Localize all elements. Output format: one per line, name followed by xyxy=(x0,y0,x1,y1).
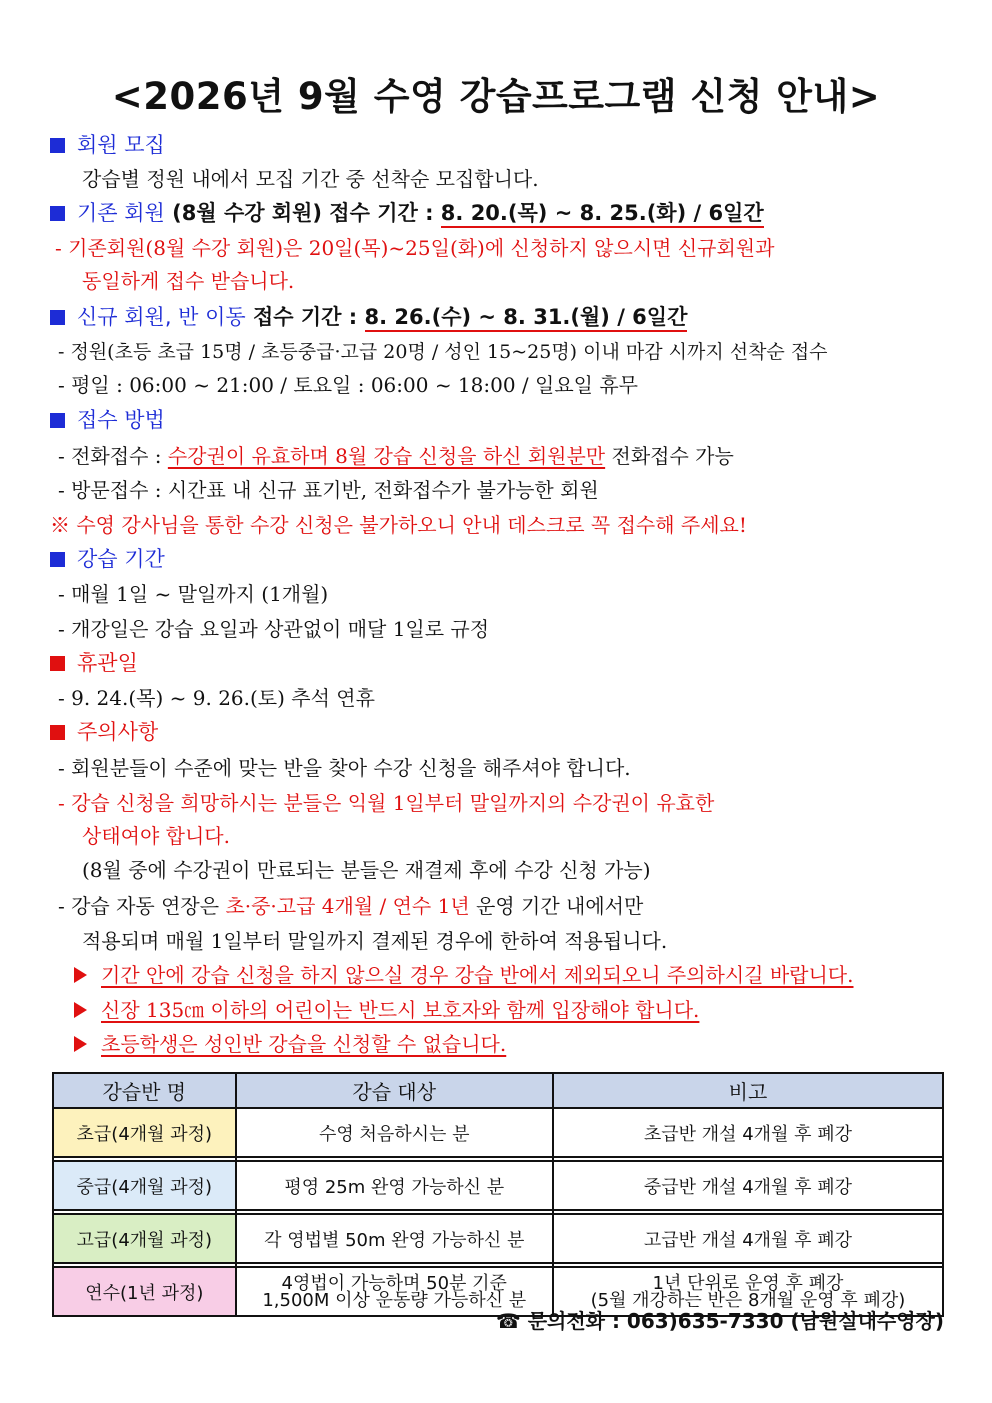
existing-note-line1: - 기존회원(8월 수강 회원)은 20일(목)~25일(화)에 신청하지 않으시면 신규회원과 xyxy=(55,236,775,260)
section-closed-heading: 휴관일 xyxy=(50,650,138,676)
section-caution-heading: 주의사항 xyxy=(50,719,158,745)
caution-bullet: 초등학생은 성인반 강습을 신청할 수 없습니다. xyxy=(74,1031,506,1057)
recruit-text: 강습별 정원 내에서 모집 기간 중 선착순 모집합니다. xyxy=(82,167,539,191)
contact-info: ☎ 문의전화 : 063)635-7330 (남원실내수영장) xyxy=(495,1309,944,1333)
existing-note-line2: 동일하게 접수 받습니다. xyxy=(82,269,295,293)
class-target-cell: 4영법이 가능하며 50분 기준 1,500M 이상 운동량 가능하신 분 xyxy=(236,1267,553,1316)
class-note-cell: 중급반 개설 4개월 후 폐강 xyxy=(553,1161,943,1210)
class-target-cell: 각 영법별 50m 완영 가능하신 분 xyxy=(236,1214,553,1263)
table-header: 강습 대상 xyxy=(236,1073,553,1108)
square-bullet-icon xyxy=(50,206,65,221)
square-bullet-icon xyxy=(50,413,65,428)
new-period: 8. 26.(수) ~ 8. 31.(월) / 6일간 xyxy=(365,305,688,332)
table-header: 비고 xyxy=(553,1073,943,1108)
caution-line5: - 강습 자동 연장은 초·중·고급 4개월 / 연수 1년 운영 기간 내에서만 xyxy=(58,894,644,918)
section-recruit-heading: 회원 모집 xyxy=(50,132,165,158)
method-visit: - 방문접수 : 시간표 내 신규 표기반, 전화접수가 불가능한 회원 xyxy=(58,478,599,502)
period-line1: - 매월 1일 ~ 말일까지 (1개월) xyxy=(58,582,329,606)
caution-line4: (8월 중에 수강권이 만료되는 분들은 재결제 후에 수강 신청 가능) xyxy=(82,858,651,882)
section-new-heading: 신규 회원, 반 이동 접수 기간 : 8. 26.(수) ~ 8. 31.(월) / 6일간 xyxy=(50,304,687,330)
triangle-bullet-icon xyxy=(74,1002,87,1018)
square-bullet-icon xyxy=(50,725,65,740)
caution-line3: 상태여야 합니다. xyxy=(82,824,230,848)
section-method-heading: 접수 방법 xyxy=(50,407,165,433)
existing-period: 8. 20.(목) ~ 8. 25.(화) / 6일간 xyxy=(441,201,764,228)
class-name-cell: 고급(4개월 과정) xyxy=(53,1214,236,1263)
period-line2: - 개강일은 강습 요일과 상관없이 매달 1일로 규정 xyxy=(58,617,490,641)
triangle-bullet-icon xyxy=(74,1036,87,1052)
table-row xyxy=(53,1214,943,1263)
caution-bullet: 기간 안에 강습 신청을 하지 않으실 경우 강습 반에서 제외되오니 주의하시길 바랍니다. xyxy=(74,962,854,988)
class-table xyxy=(52,1072,944,1317)
square-bullet-icon xyxy=(50,552,65,567)
square-bullet-icon xyxy=(50,656,65,671)
section-existing-heading: 기존 회원 (8월 수강 회원) 접수 기간 : 8. 20.(목) ~ 8. 25.(화) / 6일간 xyxy=(50,200,764,226)
table-header-row xyxy=(53,1073,943,1108)
method-warning: ※ 수영 강사님을 통한 수강 신청은 불가하오니 안내 데스크로 꼭 접수해 주세요! xyxy=(50,513,747,537)
caution-bullet: 신장 135㎝ 이하의 어린이는 반드시 보호자와 함께 입장해야 합니다. xyxy=(74,997,699,1023)
class-target-cell: 평영 25m 완영 가능하신 분 xyxy=(236,1161,553,1210)
class-note-cell: 고급반 개설 4개월 후 폐강 xyxy=(553,1214,943,1263)
phone-icon: ☎ xyxy=(495,1309,521,1333)
new-line2: - 평일 : 06:00 ~ 21:00 / 토요일 : 06:00 ~ 18:00 / 일요일 휴무 xyxy=(58,373,638,397)
table-row xyxy=(53,1108,943,1157)
class-name-cell: 초급(4개월 과정) xyxy=(53,1108,236,1157)
class-note-cell: 초급반 개설 4개월 후 폐강 xyxy=(553,1108,943,1157)
method-phone: - 전화접수 : 수강권이 유효하며 8월 강습 신청을 하신 회원분만 전화접수 가능 xyxy=(58,444,734,468)
caution-line1: - 회원분들이 수준에 맞는 반을 찾아 수강 신청을 해주셔야 합니다. xyxy=(58,756,631,780)
closed-line1: - 9. 24.(목) ~ 9. 26.(토) 추석 연휴 xyxy=(58,686,375,710)
class-name-cell: 연수(1년 과정) xyxy=(53,1267,236,1316)
page-title: <2026년 9월 수영 강습프로그램 신청 안내> xyxy=(111,75,881,118)
class-note-cell: 1년 단위로 운영 후 폐강 (5월 개강하는 반은 8개월 운영 후 폐강) xyxy=(553,1267,943,1316)
class-name-cell: 중급(4개월 과정) xyxy=(53,1161,236,1210)
caution-line6: 적용되며 매월 1일부터 말일까지 결제된 경우에 한하여 적용됩니다. xyxy=(82,929,668,953)
triangle-bullet-icon xyxy=(74,967,87,983)
table-header: 강습반 명 xyxy=(53,1073,236,1108)
class-target-cell: 수영 처음하시는 분 xyxy=(236,1108,553,1157)
caution-line2: - 강습 신청을 희망하시는 분들은 익월 1일부터 말일까지의 수강권이 유효한 xyxy=(58,791,715,815)
table-row xyxy=(53,1161,943,1210)
section-period-heading: 강습 기간 xyxy=(50,546,165,572)
square-bullet-icon xyxy=(50,310,65,325)
new-line1: - 정원(초등 초급 15명 / 초등중급·고급 20명 / 성인 15~25명) 이내 마감 시까지 선착순 접수 xyxy=(58,341,828,363)
square-bullet-icon xyxy=(50,138,65,153)
